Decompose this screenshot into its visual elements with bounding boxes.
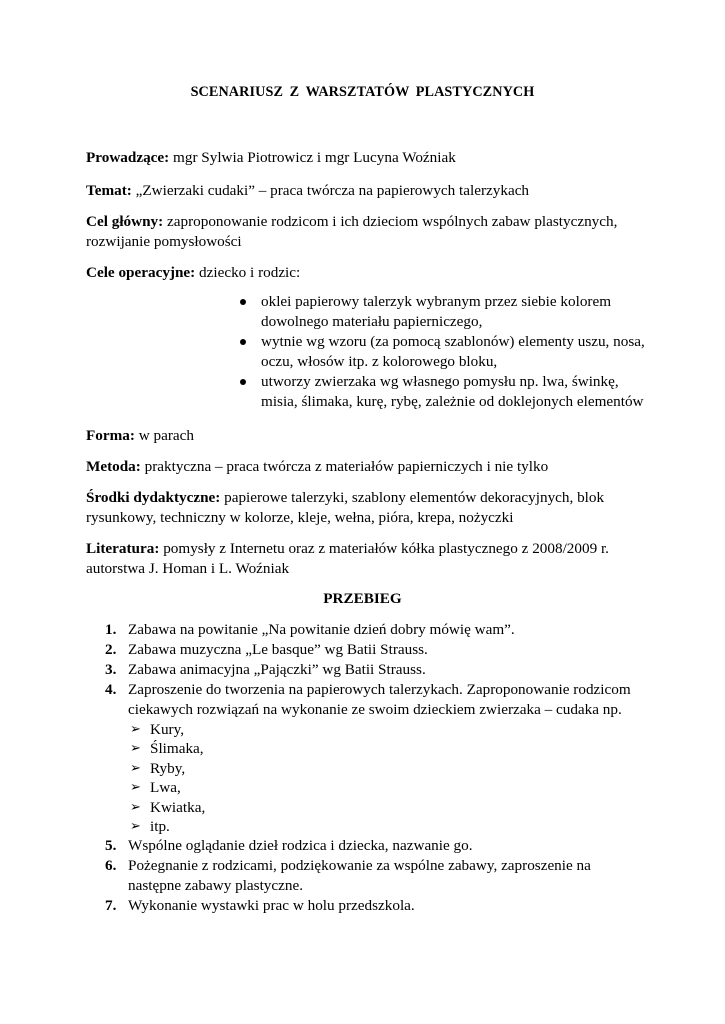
arrow-bullet-icon: ➢ bbox=[130, 722, 141, 737]
cel-glowny-value: zaproponowanie rodzicom i ich dzieciom wspólnych zabaw plastycznych, rozwijanie pomysłowości bbox=[86, 213, 618, 250]
temat-line bbox=[86, 181, 646, 201]
list-item: 5. Wspólne oglądanie dzieł rodzica i dziecka, nazwanie go. bbox=[105, 837, 473, 855]
prowadzace-value: mgr Sylwia Piotrowicz i mgr Lucyna Woźniak bbox=[169, 149, 456, 166]
list-item: ➢ Lwa, bbox=[130, 779, 181, 797]
literatura-label: Literatura: bbox=[86, 540, 160, 557]
arrow-bullet-icon: ➢ bbox=[130, 741, 141, 757]
bullet-icon bbox=[240, 299, 246, 305]
list-item: 1. Zabawa na powitanie „Na powitanie dzień dobry mówię wam”. bbox=[105, 621, 515, 638]
list-item: 2. Zabawa muzyczna „Le basque” wg Batii Strauss. bbox=[105, 641, 428, 658]
srodki-value: papierowe talerzyki, szablony elementów dekoracyjnych, blok rysunkowy, techniczny w kolorze, kleje, wełna, pióra, krepa, nożyczki bbox=[86, 489, 605, 526]
list-item: ➢ Ryby, bbox=[130, 759, 186, 777]
arrow-bullet-icon: ➢ bbox=[130, 819, 141, 835]
list-item: 6. Pożegnanie z rodzicami, podziękowanie za wspólne zabawy, zaproszenie na następne zabawy plastyczne. bbox=[105, 857, 591, 895]
list-item: 7. Wykonanie wystawki prac w holu przedszkola. bbox=[105, 897, 415, 915]
list-item: ➢ Kury, bbox=[130, 721, 185, 738]
arrow-bullet-icon: ➢ bbox=[130, 780, 141, 796]
arrow-bullet-icon: ➢ bbox=[130, 760, 141, 776]
prowadzace-label: Prowadzące: bbox=[86, 149, 170, 166]
metoda-line bbox=[86, 457, 646, 477]
list-item: 3. Zabawa animacyjna „Pajączki” wg Batii Strauss. bbox=[105, 661, 426, 678]
prowadzace-line bbox=[86, 148, 646, 168]
cele-operacyjne-line bbox=[86, 263, 646, 283]
list-item: oklei papierowy talerzyk wybranym przez siebie kolorem dowolnego materiału papierniczego, bbox=[238, 292, 648, 332]
list-item: utworzy zwierzaka wg własnego pomysłu np. lwa, świnkę, misia, ślimaka, kurę, rybę, zależnie od doklejonych elementów bbox=[238, 372, 648, 412]
temat-value: „Zwierzaki cudaki” – praca twórcza na papierowych talerzykach bbox=[131, 182, 530, 199]
list-item: ➢ Kwiatka, bbox=[130, 798, 206, 816]
list-item: 4. Zaproszenie do tworzenia na papierowych talerzykach. Zaproponowanie rodzicom ciekawych rozwiązań na wykonanie ze swoim dzieckiem zwierzaka – cudaka np. ➢ Kury, ➢ Ślimaka, ➢ Ryby, ➢ Lwa, ➢ Kwiatka, ➢ itp. bbox=[105, 680, 645, 836]
list-item: ➢ itp. bbox=[130, 818, 170, 836]
literatura-value: pomysły z Internetu oraz z materiałów kółka plastycznego z 2008/2009 r. autorstwa J. Homan i L. Woźniak bbox=[86, 540, 609, 577]
forma-line bbox=[86, 426, 646, 446]
srodki-line bbox=[86, 488, 646, 528]
bullet-icon bbox=[240, 339, 246, 345]
cele-operacyjne-list bbox=[238, 292, 648, 412]
literatura-line bbox=[86, 539, 646, 579]
cel-glowny-label: Cel główny: bbox=[86, 213, 164, 230]
animal-sublist bbox=[128, 720, 645, 836]
bullet-icon bbox=[240, 379, 246, 385]
list-item: wytnie wg wzoru (za pomocą szablonów) elementy uszu, nosa, oczu, włosów itp. z kolorowego bloku, bbox=[238, 332, 648, 372]
temat-label: Temat: bbox=[86, 182, 132, 199]
srodki-label: Środki dydaktyczne: bbox=[86, 489, 221, 506]
cele-operacyjne-value: dziecko i rodzic: bbox=[195, 264, 301, 281]
przebieg-steps bbox=[105, 620, 645, 916]
forma-value: w parach bbox=[134, 427, 194, 444]
przebieg-title: PRZEBIEG bbox=[323, 590, 402, 607]
document-title: SCENARIUSZ Z WARSZTATÓW PLASTYCZNYCH bbox=[190, 84, 535, 100]
arrow-bullet-icon: ➢ bbox=[130, 799, 141, 815]
forma-label: Forma: bbox=[86, 427, 135, 444]
metoda-label: Metoda: bbox=[86, 458, 141, 475]
cel-glowny-line bbox=[86, 212, 646, 252]
list-item: ➢ Ślimaka, bbox=[130, 740, 204, 758]
metoda-value: praktyczna – praca twórcza z materiałów papierniczych i nie tylko bbox=[140, 458, 549, 475]
cele-operacyjne-label: Cele operacyjne: bbox=[86, 264, 196, 281]
